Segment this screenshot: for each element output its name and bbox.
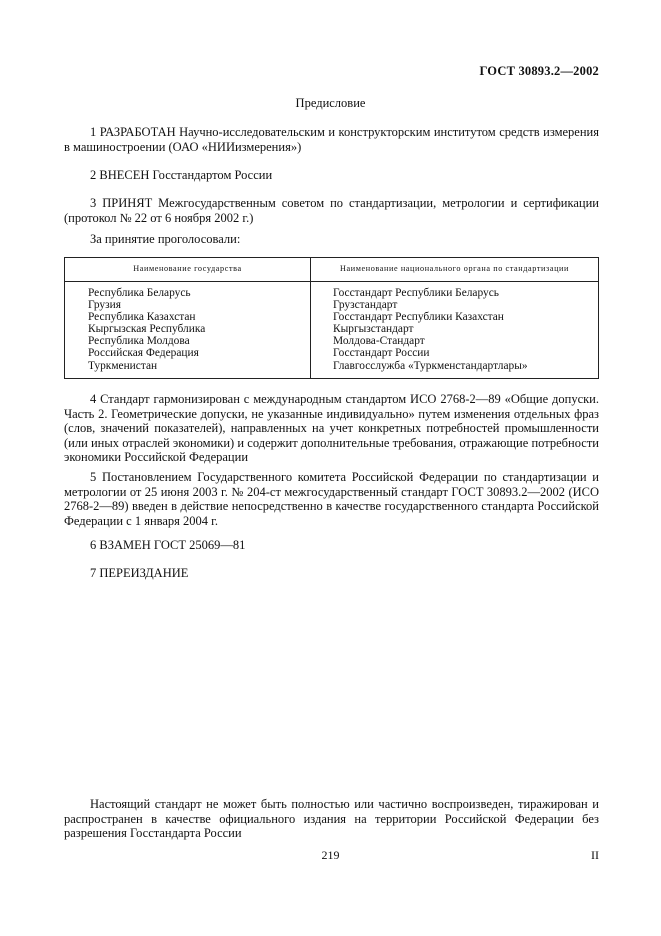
table-cell-body: Кыргызстандарт <box>333 323 414 336</box>
table-cell-state: Грузия <box>88 299 121 312</box>
paragraph-harmonized: 4 Стандарт гармонизирован с международным стандартом ИСО 2768-2—89 «Общие допуски. Часть 2. Геометрические допуски, не указанные индивидуально» путем изменения отдельных фраз (слов, значений показателей), направленных на учет конкретных потребностей промышленности (или иных отраслей экономики) и содержит дополнительные требования, отражающие потребности экономики Российской Федерации <box>64 392 599 465</box>
paragraph-replaces: 6 ВЗАМЕН ГОСТ 25069—81 <box>90 538 246 552</box>
voting-table <box>64 257 599 379</box>
table-cell-state: Кыргызская Республика <box>88 323 206 336</box>
table-cell-state: Республика Молдова <box>88 335 190 348</box>
table-header-state: Наименование государства <box>133 264 242 273</box>
page-title: Предисловие <box>295 96 366 110</box>
table-column-states <box>88 287 205 372</box>
table-header-body: Наименование национального органа по стандартизации <box>339 264 570 273</box>
table-cell-body: Госстандарт Республики Беларусь <box>333 287 499 299</box>
table-cell-body: Госстандарт России <box>333 347 430 360</box>
table-cell-state: Республика Казахстан <box>88 311 196 324</box>
paragraph-developed: 1 РАЗРАБОТАН Научно-исследовательским и конструкторским институтом средств измерения в машиностроении (ОАО «НИИизмерения») <box>64 125 599 154</box>
page-number: 219 <box>321 848 340 862</box>
table-cell-state: Туркменистан <box>88 359 158 372</box>
table-cell-body: Главгосслужба «Туркменстандартлары» <box>333 359 528 372</box>
table-column-bodies <box>333 287 528 372</box>
table-cell-body: Молдова-Стандарт <box>333 335 425 348</box>
copyright-notice: Настоящий стандарт не может быть полностью или частично воспроизведен, тиражирован и распространен в качестве официального издания на территории Российской Федерации без разрешения Госстандарта России <box>64 797 599 841</box>
roman-page-number: II <box>591 848 599 862</box>
paragraph-adopted: 3 ПРИНЯТ Межгосударственным советом по стандартизации, метрологии и сертификации (протокол № 22 от 6 ноября 2002 г.) <box>64 196 599 225</box>
voted-label: За принятие проголосовали: <box>90 232 241 246</box>
table-cell-body: Грузстандарт <box>333 299 398 312</box>
paragraph-introduced: 2 ВНЕСЕН Госстандартом России <box>90 168 273 182</box>
table-divider-vertical <box>310 258 311 378</box>
table-cell-state: Российская Федерация <box>88 347 199 360</box>
paragraph-resolution: 5 Постановлением Государственного комитета Российской Федерации по стандартизации и метрологии от 25 июня 2003 г. № 204-ст межгосударственный стандарт ГОСТ 30893.2—2002 (ИСО 2768-2—89) введен в действие непосредственно в качестве государственного стандарта Российской Федерации с 1 января 2004 г. <box>64 470 599 528</box>
standard-code: ГОСТ 30893.2—2002 <box>479 64 599 78</box>
table-divider-horizontal <box>65 281 598 282</box>
paragraph-reissue: 7 ПЕРЕИЗДАНИЕ <box>90 566 189 580</box>
table-cell-state: Республика Беларусь <box>88 287 191 299</box>
table-cell-body: Госстандарт Республики Казахстан <box>333 311 504 324</box>
